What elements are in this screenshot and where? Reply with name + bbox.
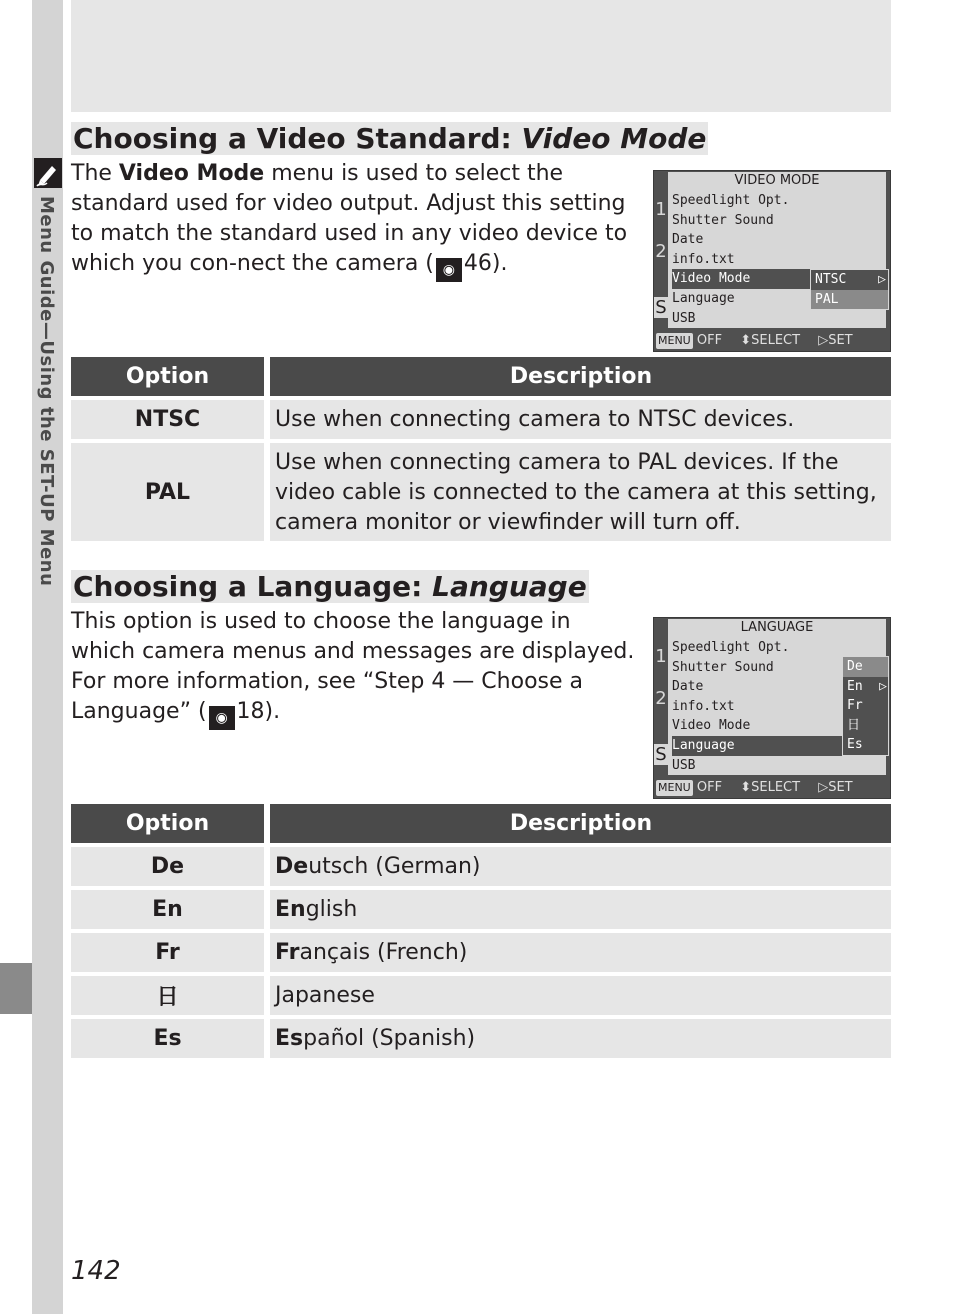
video-mode-screen [653, 170, 891, 352]
table-header-row [71, 804, 891, 843]
submenu-option: Es [847, 737, 863, 753]
screen-tab-2: 2 [655, 688, 667, 709]
updown-icon: ⬍ [740, 333, 752, 348]
screen-submenu [810, 269, 889, 310]
submenu-option: PAL [811, 290, 888, 310]
screen-item: Video Mode [672, 718, 751, 734]
description-cell: Use when connecting camera to NTSC devices. [270, 400, 891, 439]
screen-item: Shutter Sound [672, 212, 774, 228]
option-cell: PAL [71, 443, 264, 541]
submenu-option: NTSC ▷ [815, 272, 886, 287]
table-row [71, 976, 891, 1015]
menu-key: MENU [658, 334, 691, 347]
screen-tab-1: 1 [655, 646, 667, 667]
description-cell: Español (Spanish) [270, 1019, 891, 1058]
section-heading-language: Choosing a Language: Language [73, 570, 587, 603]
screen-item: Speedlight Opt. [672, 640, 790, 655]
screen-item: Date [672, 232, 704, 248]
reference-icon: ◉ [436, 258, 462, 282]
description-cell: Japanese [270, 976, 891, 1015]
table-header-description: Description [270, 804, 891, 843]
screen-tab-setup: S [655, 297, 667, 318]
header-band [71, 0, 891, 112]
language-screen [653, 617, 891, 799]
screen-submenu [842, 656, 889, 756]
screen-item: Date [672, 679, 704, 695]
screen-item: Speedlight Opt. [672, 193, 790, 208]
option-cell: Es [71, 1019, 264, 1058]
screen-title: LANGUAGE [668, 619, 886, 637]
menu-key: MENU [658, 781, 691, 794]
right-arrow-icon: ▷ [818, 780, 829, 795]
screen-item-selected: Video Mode [672, 269, 886, 289]
screen-tab-2: 2 [655, 241, 667, 262]
option-cell: 日 [71, 976, 264, 1015]
table-row [71, 400, 891, 439]
submenu-option: De [843, 657, 888, 677]
section-thumb-tab [0, 963, 32, 1014]
screen-item: USB [672, 757, 696, 773]
section-heading-video-mode: Choosing a Video Standard: Video Mode [73, 122, 707, 155]
video-mode-table [71, 357, 891, 545]
option-cell: De [71, 847, 264, 886]
table-row [71, 847, 891, 886]
description-cell: Deutsch (German) [270, 847, 891, 886]
submenu-option: En ▷ [847, 678, 887, 694]
pencil-icon [34, 158, 62, 188]
updown-icon: ⬍ [740, 780, 752, 795]
right-arrow-icon: ▷ [818, 333, 829, 348]
screen-item: Shutter Sound [672, 659, 774, 675]
table-header-description: Description [270, 357, 891, 396]
option-cell: En [71, 890, 264, 929]
table-header-option: Option [71, 804, 264, 843]
screen-item-selected: Language [672, 736, 886, 756]
screen-tab-setup: S [655, 744, 667, 765]
screen-item: info.txt [672, 251, 735, 267]
screen-item: info.txt [672, 698, 735, 714]
page-number: 142 [71, 1256, 121, 1286]
description-cell: English [270, 890, 891, 929]
submenu-option: 日 [847, 717, 861, 733]
table-row [71, 1019, 891, 1058]
reference-icon: ◉ [209, 706, 235, 730]
section-label: Menu Guide—Using the SET-UP Menu [36, 196, 57, 587]
table-header-option: Option [71, 357, 264, 396]
language-intro: This option is used to choose the language in which camera menus and messages are displayed. For more information, see “Step 4 — Choose a Language” ( ◉ 18). [71, 607, 637, 730]
screen-footer: MENU OFF ⬍SELECT ▷SET [654, 331, 890, 351]
table-row [71, 933, 891, 972]
option-cell: Fr [71, 933, 264, 972]
table-row [71, 890, 891, 929]
video-mode-intro: The Video Mode menu is used to select the standard used for video output. Adjust this setting to match the standard used in any video device to which you con-nect the camera ( ◉ 46). [71, 159, 637, 282]
submenu-option: Fr [847, 698, 863, 714]
table-row [71, 443, 891, 541]
description-cell: Use when connecting camera to PAL devices. If the video cable is connected to the camera at this setting, camera monitor or viewfinder will turn off. [270, 443, 891, 541]
screen-tab-1: 1 [655, 199, 667, 220]
description-cell: Français (French) [270, 933, 891, 972]
option-cell: NTSC [71, 400, 264, 439]
screen-item: Language [672, 290, 735, 306]
screen-item: USB [672, 310, 696, 326]
screen-title: VIDEO MODE [668, 172, 886, 190]
language-table [71, 804, 891, 1062]
table-header-row [71, 357, 891, 396]
screen-footer: MENU OFF ⬍SELECT ▷SET [654, 778, 890, 798]
